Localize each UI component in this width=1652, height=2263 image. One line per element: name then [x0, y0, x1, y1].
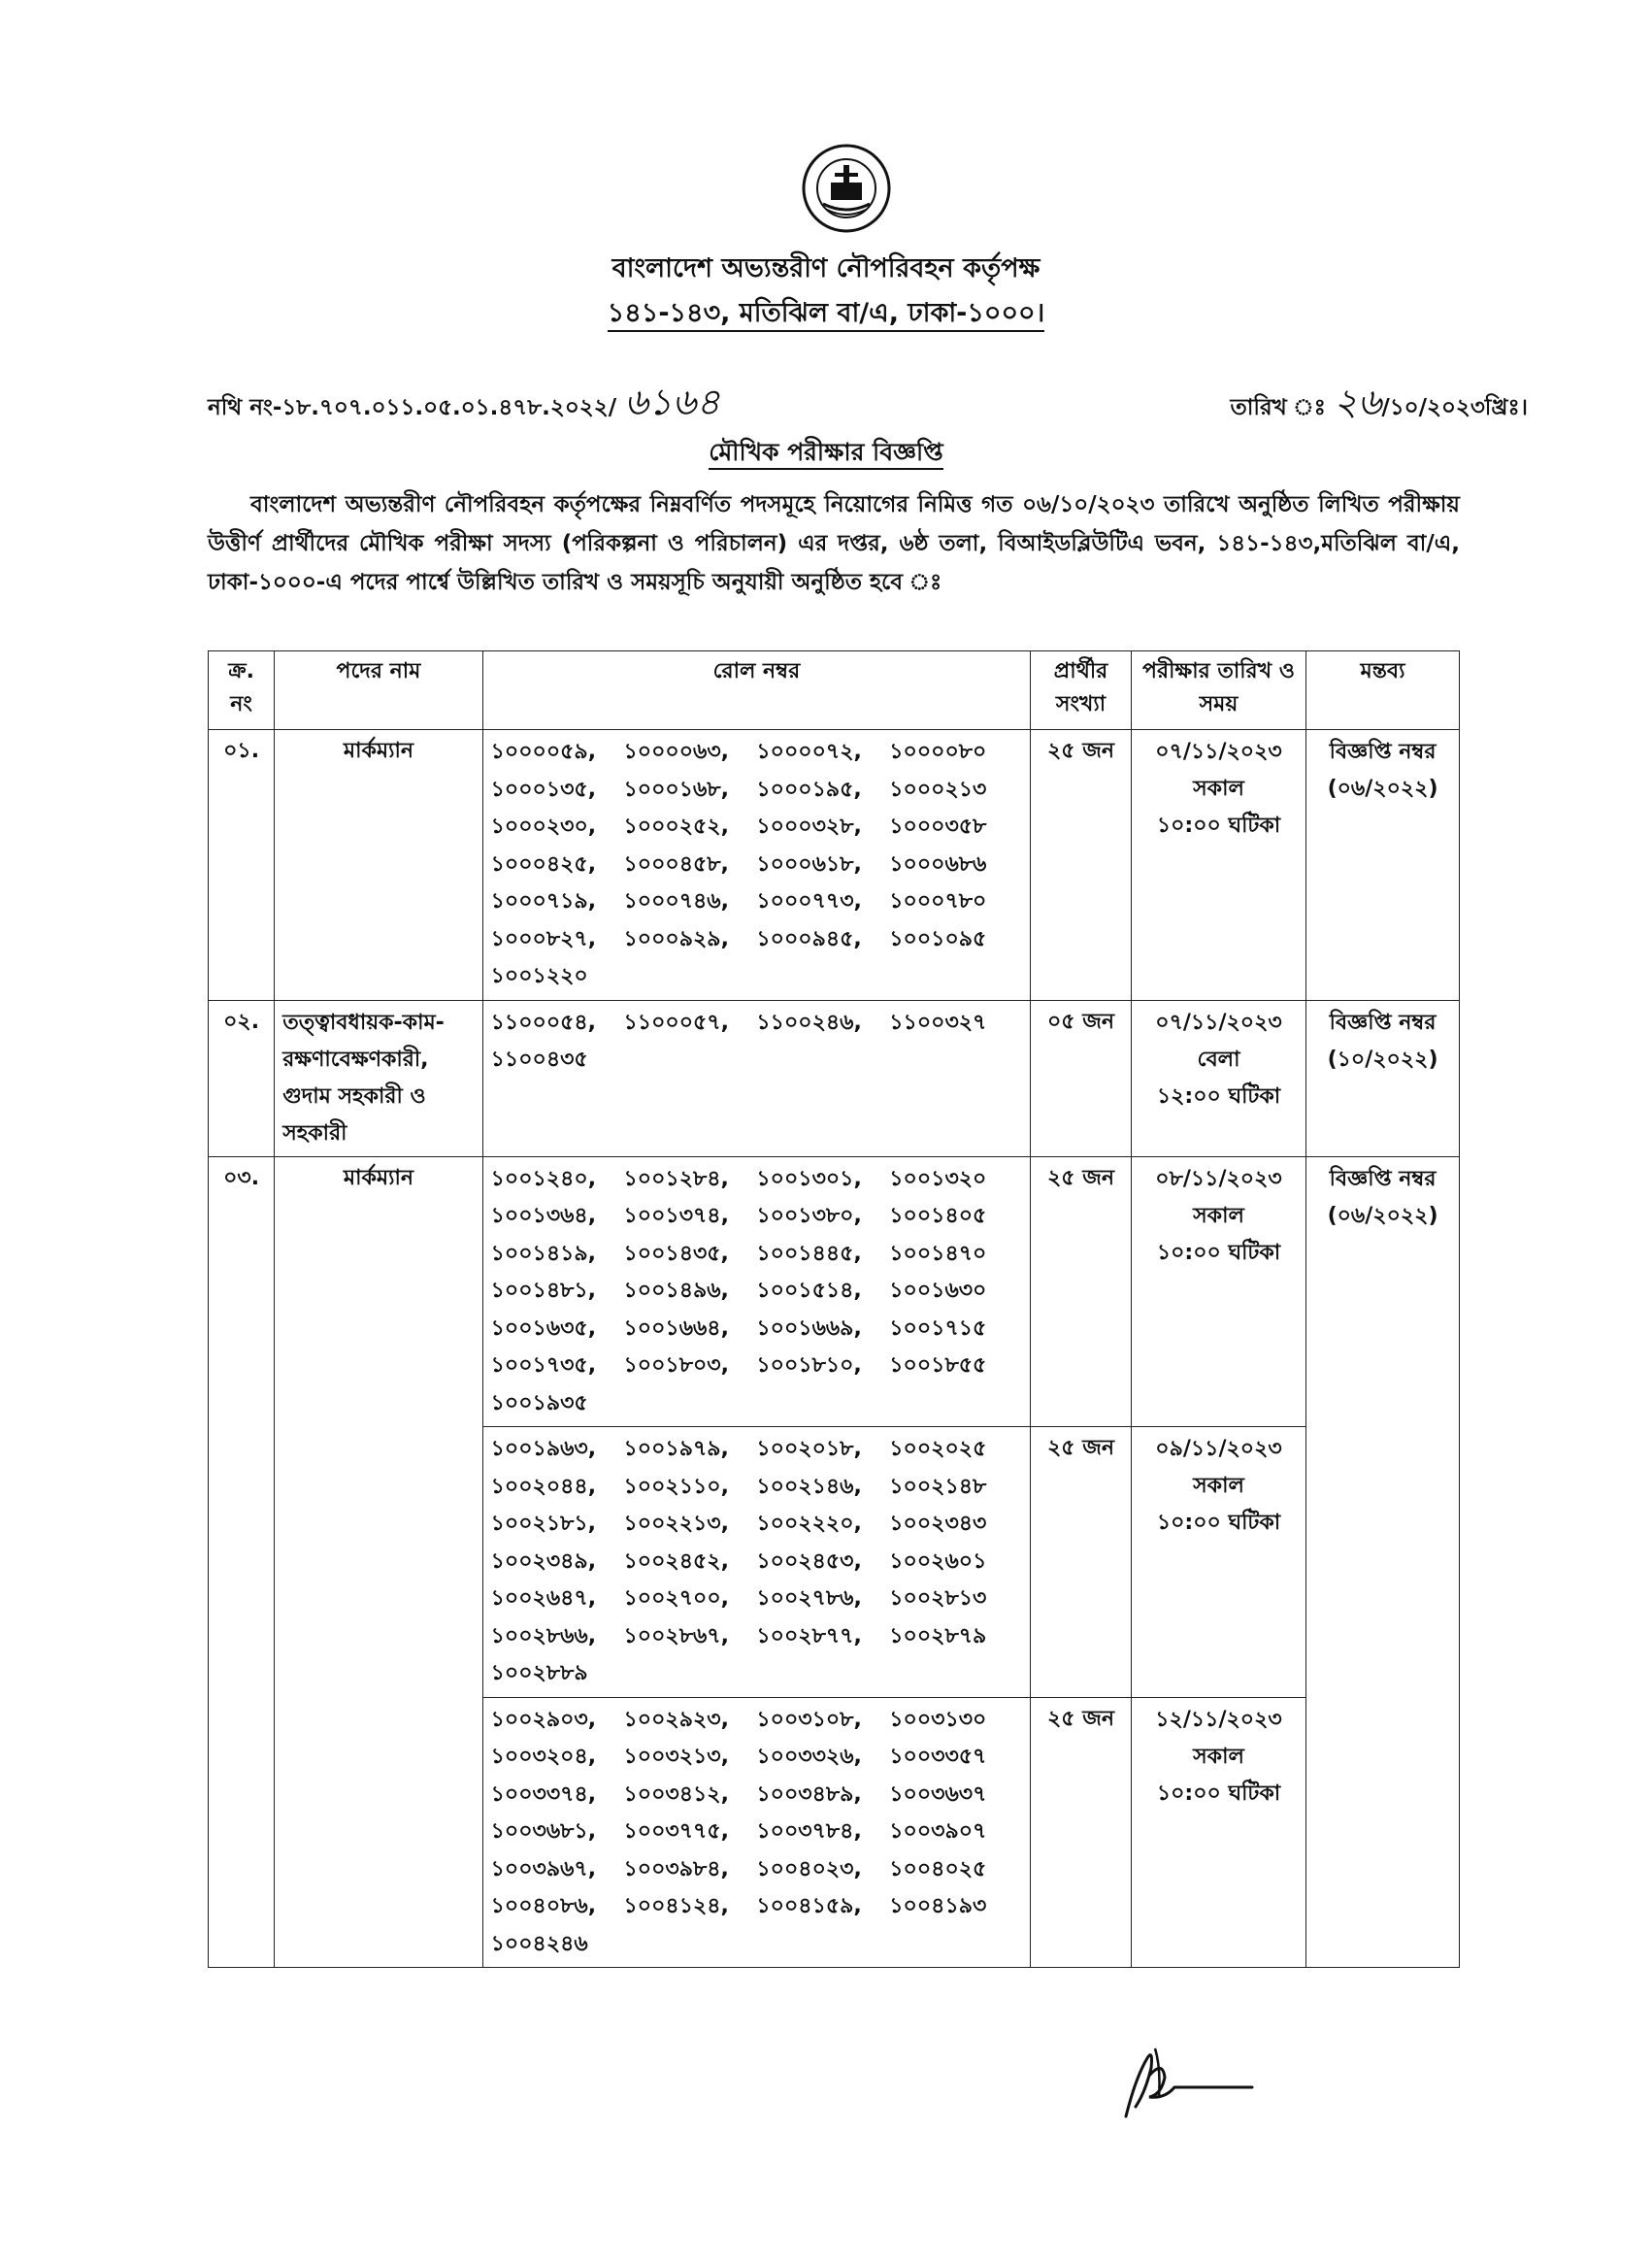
- notice-body: বাংলাদেশ অভ্যন্তরীণ নৌপরিবহন কর্তৃপক্ষের নিম্নবর্ণিত পদসমূহে নিয়োগের নিমিত্ত গত ০৬/১০/২০২৩ তারিখে অনুষ্ঠিত লিখিত পরীক্ষায় উত্তীর্ণ প্রার্থীদের মৌখিক পরীক্ষা সদস্য (পরিকল্পনা ও পরিচালন) এর দপ্তর, ৬ষ্ঠ তলা, বিআইডব্লিউটিএ ভবন, ১৪১-১৪৩,মতিঝিল বা/এ, ঢাকা-১০০০-এ পদের পার্শ্বে উল্লিখিত তারিখ ও সময়সূচি অনুযায়ী অনুষ্ঠিত হবে ঃ: [208, 492, 1460, 595]
- roll-number: ১০০১৭১৫: [889, 1315, 987, 1341]
- post-cell: মার্কম্যান: [275, 1156, 482, 1968]
- exam-date: ০৯/১১/২০২৩: [1155, 1437, 1282, 1461]
- roll-number: ১০০১৩২০: [889, 1166, 987, 1191]
- header-rolls: রোল নম্বর: [482, 651, 1031, 730]
- header-serial: ক্র. নং: [209, 651, 275, 730]
- remark-ref: (০৬/২০২২): [1327, 777, 1438, 801]
- rolls-cell: [482, 1697, 1031, 1968]
- date-rest: /১০/২০২৩খ্রিঃ।: [1381, 395, 1528, 420]
- roll-number: ১০০২০২৫: [889, 1437, 987, 1461]
- roll-number: ১০০১৪০৫: [889, 1204, 987, 1228]
- serial-cell: ০৩.: [209, 1156, 275, 1968]
- roll-number: ১০০২৬৪৭,: [490, 1586, 597, 1611]
- roll-number: ১০০০০৭২,: [756, 740, 862, 764]
- roll-number: ১০০৪১৫৯,: [756, 1894, 862, 1918]
- exam-time: ১০:০০ ঘটিকা: [1156, 1240, 1281, 1265]
- roll-list: [491, 1161, 1023, 1423]
- roll-number: ১০০০৪২৫,: [490, 851, 597, 877]
- roll-number: ১০০৩৯৬৭,: [490, 1856, 597, 1881]
- roll-number: ১০০০৯৪৫,: [756, 926, 862, 951]
- roll-number: ১০০১৪৪৫,: [756, 1241, 862, 1266]
- roll-number: ১০০০৩৫৮: [889, 815, 987, 839]
- exam-shift: সকাল: [1193, 777, 1244, 801]
- roll-list: [491, 1702, 1023, 1964]
- exam-time: ১২:০০ ঘটিকা: [1156, 1083, 1281, 1109]
- roll-number: ১০০০০৬৩,: [623, 740, 729, 764]
- exam-shift: সকাল: [1193, 1474, 1244, 1498]
- roll-number: ১০০২১৪৮: [889, 1474, 987, 1499]
- serial-cell: ০২.: [209, 1000, 275, 1156]
- roll-number: ১০০৩৩৭৪,: [490, 1781, 597, 1807]
- rolls-cell: [482, 1000, 1031, 1156]
- roll-number: ১০০০৭৭৩,: [756, 889, 862, 914]
- organization-name: বাংলাদেশ অভ্যন্তরীণ নৌপরিবহন কর্তৃপক্ষ: [611, 253, 1041, 283]
- time-cell: [1131, 730, 1305, 1001]
- roll-number: ১০০২১৮১,: [490, 1512, 597, 1536]
- roll-number: ১০০৪১৯৩: [889, 1894, 987, 1918]
- roll-number: ১০০৪১২৪,: [623, 1894, 729, 1918]
- roll-number: ১০০৩৪৮৯,: [756, 1781, 862, 1807]
- exam-time: ১০:০০ ঘটিকা: [1156, 1511, 1281, 1535]
- roll-number: ১০০১৩৮০,: [756, 1204, 862, 1228]
- roll-number: ১০০৩৩৫৭: [889, 1745, 987, 1769]
- time-cell: [1131, 1697, 1305, 1968]
- roll-number: ১০০০৭৪৬,: [623, 889, 729, 914]
- roll-number: ১০০১২৮৪,: [623, 1166, 729, 1191]
- roll-number: ১০০৩১০৮,: [756, 1707, 862, 1732]
- exam-shift: বেলা: [1197, 1047, 1240, 1072]
- roll-number: ১০০৩৯০৭: [889, 1819, 987, 1844]
- roll-number: ১০০১৬৩৫,: [490, 1315, 597, 1341]
- roll-number: ১০০১৯৭৯,: [623, 1437, 729, 1461]
- roll-number: ১০০৪২৪৬: [490, 1931, 588, 1956]
- roll-number: ১০০২০১৮,: [756, 1437, 862, 1461]
- roll-number: ১০০২৭০০,: [623, 1586, 729, 1611]
- roll-number: ১০০১৬৬৯,: [756, 1315, 862, 1341]
- roll-number: ১০০১৩৬৪,: [490, 1204, 597, 1228]
- roll-number: ১০০৩৭৭৫,: [623, 1819, 729, 1844]
- exam-date: ০৭/১১/২০২৩: [1155, 740, 1282, 764]
- roll-number: ১০০২১১০,: [623, 1474, 729, 1499]
- roll-number: ১০০৪০২৫: [889, 1856, 987, 1881]
- roll-number: ১০০০২৫২,: [623, 815, 729, 839]
- roll-number: ১০০২৪৫৩,: [756, 1548, 862, 1574]
- roll-number: ১০০২২১৩,: [623, 1512, 729, 1536]
- table-row: [209, 730, 1460, 1001]
- count-cell: ০৫ জন: [1031, 1000, 1132, 1156]
- roll-number: ১০০১৩০১,: [756, 1166, 862, 1191]
- roll-number: ১০০০২৩০,: [490, 815, 597, 839]
- exam-shift: সকাল: [1193, 1203, 1244, 1228]
- organization-address: ১৪১-১৪৩, মতিঝিল বা/এ, ঢাকা-১০০০।: [0, 293, 1652, 337]
- roll-number: ১০০১৪৭০: [889, 1241, 987, 1266]
- roll-number: ১০০২৭৮৬,: [756, 1586, 862, 1611]
- roll-number: ১০০৩১৩০: [889, 1707, 987, 1732]
- roll-number: ১০০০৩২৮,: [756, 815, 862, 839]
- memo-number: [208, 374, 720, 436]
- exam-date: ০৮/১১/২০২৩: [1155, 1166, 1282, 1191]
- roll-number: ১০০১৮৫৫: [889, 1353, 987, 1378]
- notice-title: মৌখিক পরীক্ষার বিজ্ঞপ্তি: [0, 433, 1652, 475]
- exam-date: ০৭/১১/২০২৩: [1155, 1010, 1282, 1035]
- header-remark: মন্তব্য: [1306, 651, 1460, 730]
- rolls-cell: [482, 730, 1031, 1001]
- roll-number: ১০০১৭৩৫,: [490, 1353, 597, 1378]
- serial-cell: ০১.: [209, 730, 275, 1001]
- remark-cell: [1306, 1156, 1460, 1968]
- roll-number: ১১০০০৫৪,: [490, 1010, 597, 1035]
- roll-number: ১১০০২৪৬,: [756, 1010, 862, 1035]
- remark-label: বিজ্ঞপ্তি নম্বর: [1329, 740, 1437, 764]
- roll-number: ১০০১৮১০,: [756, 1353, 862, 1378]
- roll-number: ১০০০০৫৯,: [490, 740, 597, 764]
- roll-number: ১০০২২২০,: [756, 1512, 862, 1536]
- roll-number: ১০০১৪৯৬,: [623, 1279, 729, 1303]
- remark-ref: (১০/২০২২): [1327, 1047, 1438, 1072]
- roll-number: ১০০১২২০: [490, 964, 588, 988]
- roll-number: ১১০০৩২৭: [889, 1010, 987, 1035]
- roll-number: ১০০০৬৮৬: [889, 851, 987, 877]
- organization-seal-logo: [802, 144, 891, 233]
- remark-label: বিজ্ঞপ্তি নম্বর: [1329, 1166, 1437, 1191]
- time-cell: [1131, 1427, 1305, 1698]
- roll-number: ১১০০৪৩৫: [490, 1048, 588, 1072]
- roll-number: ১০০২৮১৩: [889, 1586, 987, 1611]
- roll-number: ১০০১৩৭৪,: [623, 1204, 729, 1228]
- remark-label: বিজ্ঞপ্তি নম্বর: [1329, 1010, 1437, 1035]
- memo-handwritten-number: ৬১৬৪: [624, 381, 720, 423]
- remark-ref: (০৬/২০২২): [1327, 1203, 1438, 1228]
- roll-number: ১০০২৪৫২,: [623, 1548, 729, 1574]
- roll-number: ১০০০১৯৫,: [756, 777, 862, 802]
- table-row: [209, 1000, 1460, 1156]
- exam-date: ১২/১১/২০২৩: [1155, 1707, 1282, 1732]
- roll-number: ১১০০০৫৭,: [623, 1010, 729, 1035]
- time-cell: [1131, 1156, 1305, 1427]
- roll-number: ১০০৪০২৩,: [756, 1856, 862, 1881]
- count-cell: ২৫ জন: [1031, 1156, 1132, 1427]
- roll-list: [491, 734, 1023, 996]
- post-cell: তত্ত্বাবধায়ক-কাম-রক্ষণাবেক্ষণকারী, গুদাম সহকারী ও সহকারী: [275, 1000, 482, 1156]
- roll-number: ১০০১২৪০,: [490, 1166, 597, 1191]
- roll-number: ১০০২৩৪৯,: [490, 1548, 597, 1574]
- roll-number: ১০০৩২১৩,: [623, 1745, 729, 1769]
- roll-number: ১০০৪০৮৬,: [490, 1894, 597, 1918]
- roll-number: ১০০১৯৬৩,: [490, 1437, 597, 1461]
- roll-number: ১০০১৪৮১,: [490, 1279, 597, 1303]
- memo-prefix: নথি নং-১৮.৭০৭.০১১.০৫.০১.৪৭৮.২০২২/: [208, 395, 617, 420]
- count-cell: ২৫ জন: [1031, 1427, 1132, 1698]
- time-cell: [1131, 1000, 1305, 1156]
- roll-number: ১০০২১৪৬,: [756, 1474, 862, 1499]
- table-row: [209, 1156, 1460, 1427]
- roll-number: ১০০১৬৬৪,: [623, 1315, 729, 1341]
- roll-number: ১০০০২১৩: [889, 777, 987, 802]
- roll-number: ১০০৩৩২৬,: [756, 1745, 862, 1769]
- roll-number: ১০০০১৩৫,: [490, 777, 597, 802]
- interview-schedule-table: [208, 650, 1460, 1968]
- roll-number: ১০০২৮৭৯: [889, 1623, 987, 1648]
- date-label: তারিখ ঃ: [1230, 395, 1326, 420]
- exam-time: ১০:০০ ঘটিকা: [1156, 814, 1281, 838]
- table-header-row: [209, 651, 1460, 730]
- roll-list: [491, 1431, 1023, 1693]
- roll-number: ১০০০১৬৮,: [623, 777, 729, 802]
- roll-number: ১০০২৩৪৩: [889, 1512, 987, 1536]
- remark-cell: [1306, 730, 1460, 1001]
- roll-number: ১০০৩৭৮৪,: [756, 1819, 862, 1844]
- count-cell: ২৫ জন: [1031, 730, 1132, 1001]
- roll-number: ১০০৩২০৪,: [490, 1745, 597, 1769]
- roll-number: ১০০০০৮০: [889, 740, 987, 764]
- roll-number: ১০০০৮২৭,: [490, 926, 597, 951]
- header-post: পদের নাম: [275, 651, 482, 730]
- roll-list: [491, 1005, 1023, 1080]
- roll-number: ১০০২৮৭৭,: [756, 1623, 862, 1648]
- roll-number: ১০০১৮০৩,: [623, 1353, 729, 1378]
- header-time: পরীক্ষার তারিখ ও সময়: [1131, 651, 1305, 730]
- roll-number: ১০০৩৬৩৭: [889, 1781, 987, 1807]
- count-cell: ২৫ জন: [1031, 1697, 1132, 1968]
- roll-number: ১০০২৬০১: [889, 1548, 987, 1574]
- roll-number: ১০০০৭১৯,: [490, 889, 597, 914]
- roll-number: ১০০০৭৮০: [889, 889, 987, 914]
- roll-number: ১০০১৪১৯,: [490, 1241, 597, 1266]
- handwritten-signature: [1107, 2039, 1262, 2126]
- roll-number: ১০০১৪৩৫,: [623, 1241, 729, 1266]
- roll-number: ১০০০৪৫৮,: [623, 851, 729, 877]
- date-handwritten-day: ২৬: [1333, 381, 1382, 423]
- header-count: প্রার্থীর সংখ্যা: [1031, 651, 1132, 730]
- post-cell: মার্কম্যান: [275, 730, 482, 1001]
- roll-number: ১০০১৯৩৫: [490, 1390, 588, 1415]
- roll-number: ১০০০৯২৯,: [623, 926, 729, 951]
- issue-date: [1230, 374, 1528, 436]
- rolls-cell: [482, 1427, 1031, 1698]
- roll-number: ১০০১৬৩০: [889, 1279, 987, 1303]
- roll-number: ১০০৩৪১২,: [623, 1781, 729, 1807]
- roll-number: ১০০২৮৬৭,: [623, 1623, 729, 1648]
- remark-cell: [1306, 1000, 1460, 1156]
- roll-number: ১০০৩৬৮১,: [490, 1819, 597, 1844]
- rolls-cell: [482, 1156, 1031, 1427]
- exam-shift: সকাল: [1193, 1744, 1244, 1769]
- roll-number: ১০০০৬১৮,: [756, 851, 862, 877]
- roll-number: ১০০১০৯৫: [889, 926, 987, 951]
- roll-number: ১০০২৮৮৯: [490, 1661, 588, 1685]
- roll-number: ১০০২০৪৪,: [490, 1474, 597, 1499]
- exam-time: ১০:০০ ঘটিকা: [1156, 1780, 1281, 1806]
- roll-number: ১০০২৯০৩,: [490, 1707, 597, 1732]
- roll-number: ১০০৩৯৮৪,: [623, 1856, 729, 1881]
- roll-number: ১০০১৫১৪,: [756, 1279, 862, 1303]
- roll-number: ১০০২৯২৩,: [623, 1707, 729, 1732]
- roll-number: ১০০২৮৬৬,: [490, 1623, 597, 1648]
